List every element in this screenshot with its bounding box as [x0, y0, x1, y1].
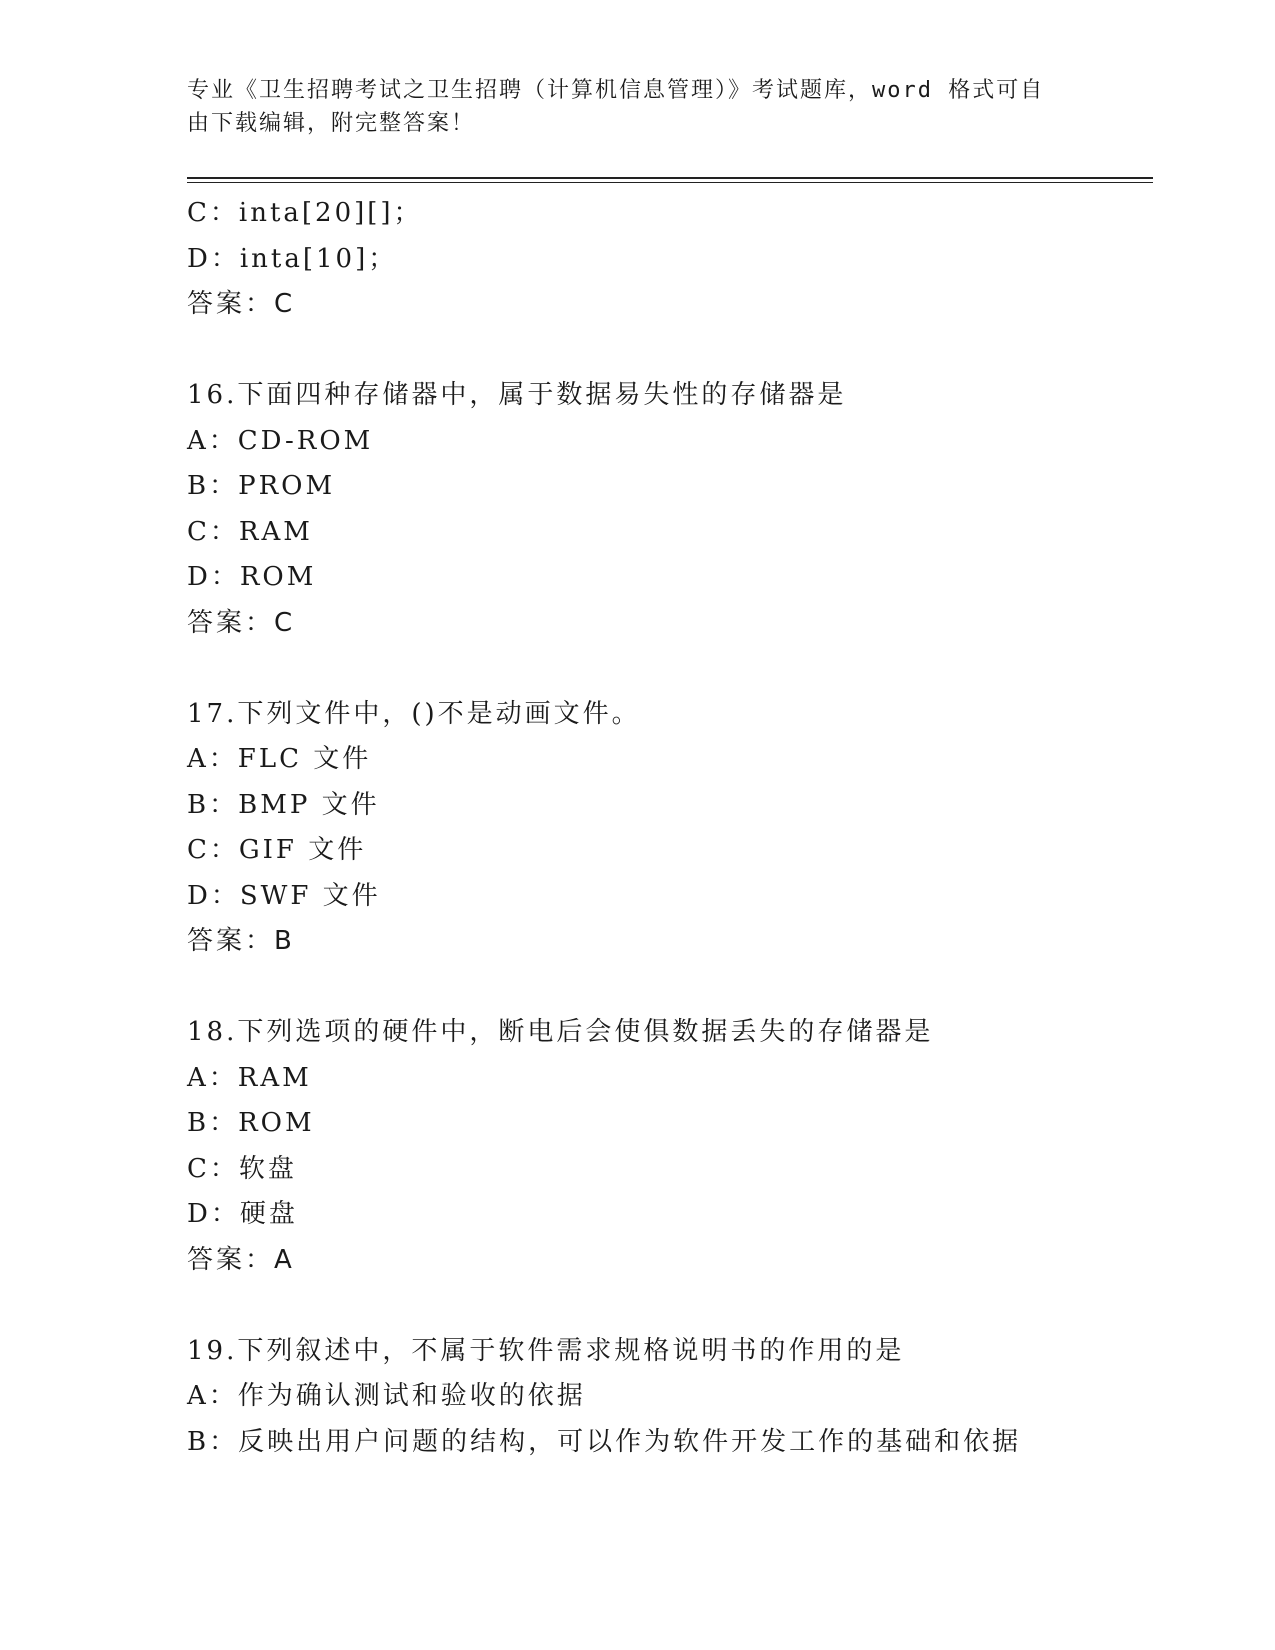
spacer	[187, 965, 1153, 1011]
option-c: C：GIF 文件	[187, 835, 367, 865]
header-rule-thin	[187, 182, 1153, 183]
question-list	[187, 191, 1153, 1465]
option-b: B：BMP 文件	[187, 789, 380, 820]
question-stem: 19.下列叙述中，不属于软件需求规格说明书的作用的是	[187, 1335, 905, 1366]
option-d: D：inta[10]；	[187, 243, 398, 274]
option-b: B：反映出用户问题的结构，可以作为软件开发工作的基础和依据	[187, 1426, 1022, 1457]
option-d: D：SWF 文件	[187, 880, 381, 911]
option-c: C：inta[20][]；	[187, 198, 423, 228]
option-a: A：FLC 文件	[187, 744, 372, 774]
option-a: A：CD-ROM	[187, 425, 374, 456]
header-line-1: 专业《卫生招聘考试之卫生招聘（计算机信息管理）》考试题库，word 格式可自	[187, 78, 1045, 103]
option-d: D：硬盘	[187, 1199, 298, 1229]
option-c: C：RAM	[187, 516, 313, 547]
option-b: B：ROM	[187, 1108, 315, 1138]
header-line-2: 由下载编辑，附完整答案！	[187, 111, 476, 136]
option-d: D：ROM	[187, 562, 317, 592]
question-stem: 18.下列选项的硬件中，断电后会使俱数据丢失的存储器是	[187, 1017, 934, 1047]
document-header	[187, 74, 1067, 140]
spacer	[187, 328, 1153, 374]
answer: 答案：A	[187, 1244, 295, 1275]
answer: 答案：C	[187, 289, 296, 319]
option-a: A：作为确认测试和验收的依据	[187, 1381, 586, 1411]
question-stem: 16.下面四种存储器中，属于数据易失性的存储器是	[187, 380, 847, 410]
spacer	[187, 646, 1153, 692]
answer: 答案：C	[187, 607, 296, 638]
header-rule-thick	[187, 177, 1153, 179]
spacer	[187, 1283, 1153, 1329]
option-c: C：软盘	[187, 1153, 297, 1184]
question-stem: 17.下列文件中，()不是动画文件。	[187, 698, 641, 729]
option-a: A：RAM	[187, 1062, 312, 1093]
option-b: B：PROM	[187, 471, 336, 501]
answer: 答案：B	[187, 926, 295, 956]
